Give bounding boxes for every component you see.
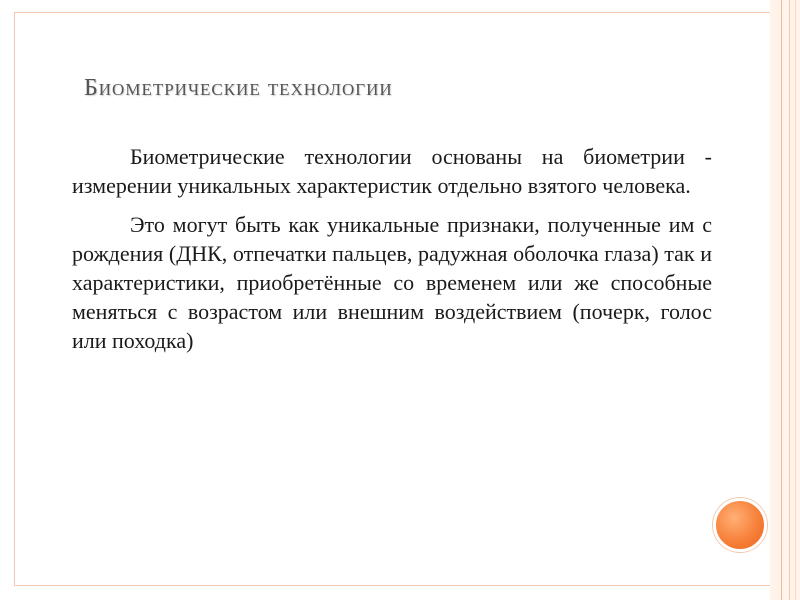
right-decorative-line bbox=[789, 0, 790, 600]
paragraph-definition: Биометрические технологии основаны на биометрии - измерении уникальных характеристик отдельно взятого человека. bbox=[72, 144, 712, 198]
slide-body bbox=[72, 142, 712, 365]
orange-circle-decoration bbox=[713, 498, 767, 552]
right-decorative-line bbox=[781, 0, 782, 600]
right-decorative-line bbox=[795, 0, 796, 600]
slide-title: Биометрические технологии bbox=[84, 75, 393, 101]
paragraph-examples: Это могут быть как уникальные признаки, полученные им с рождения (ДНК, отпечатки пальцев, радужная оболочка глаза) так и характеристики, приобретённые со временем или же способные меняться с возрастом или внешним воздействием (почерк, голос или походка) bbox=[72, 212, 712, 353]
